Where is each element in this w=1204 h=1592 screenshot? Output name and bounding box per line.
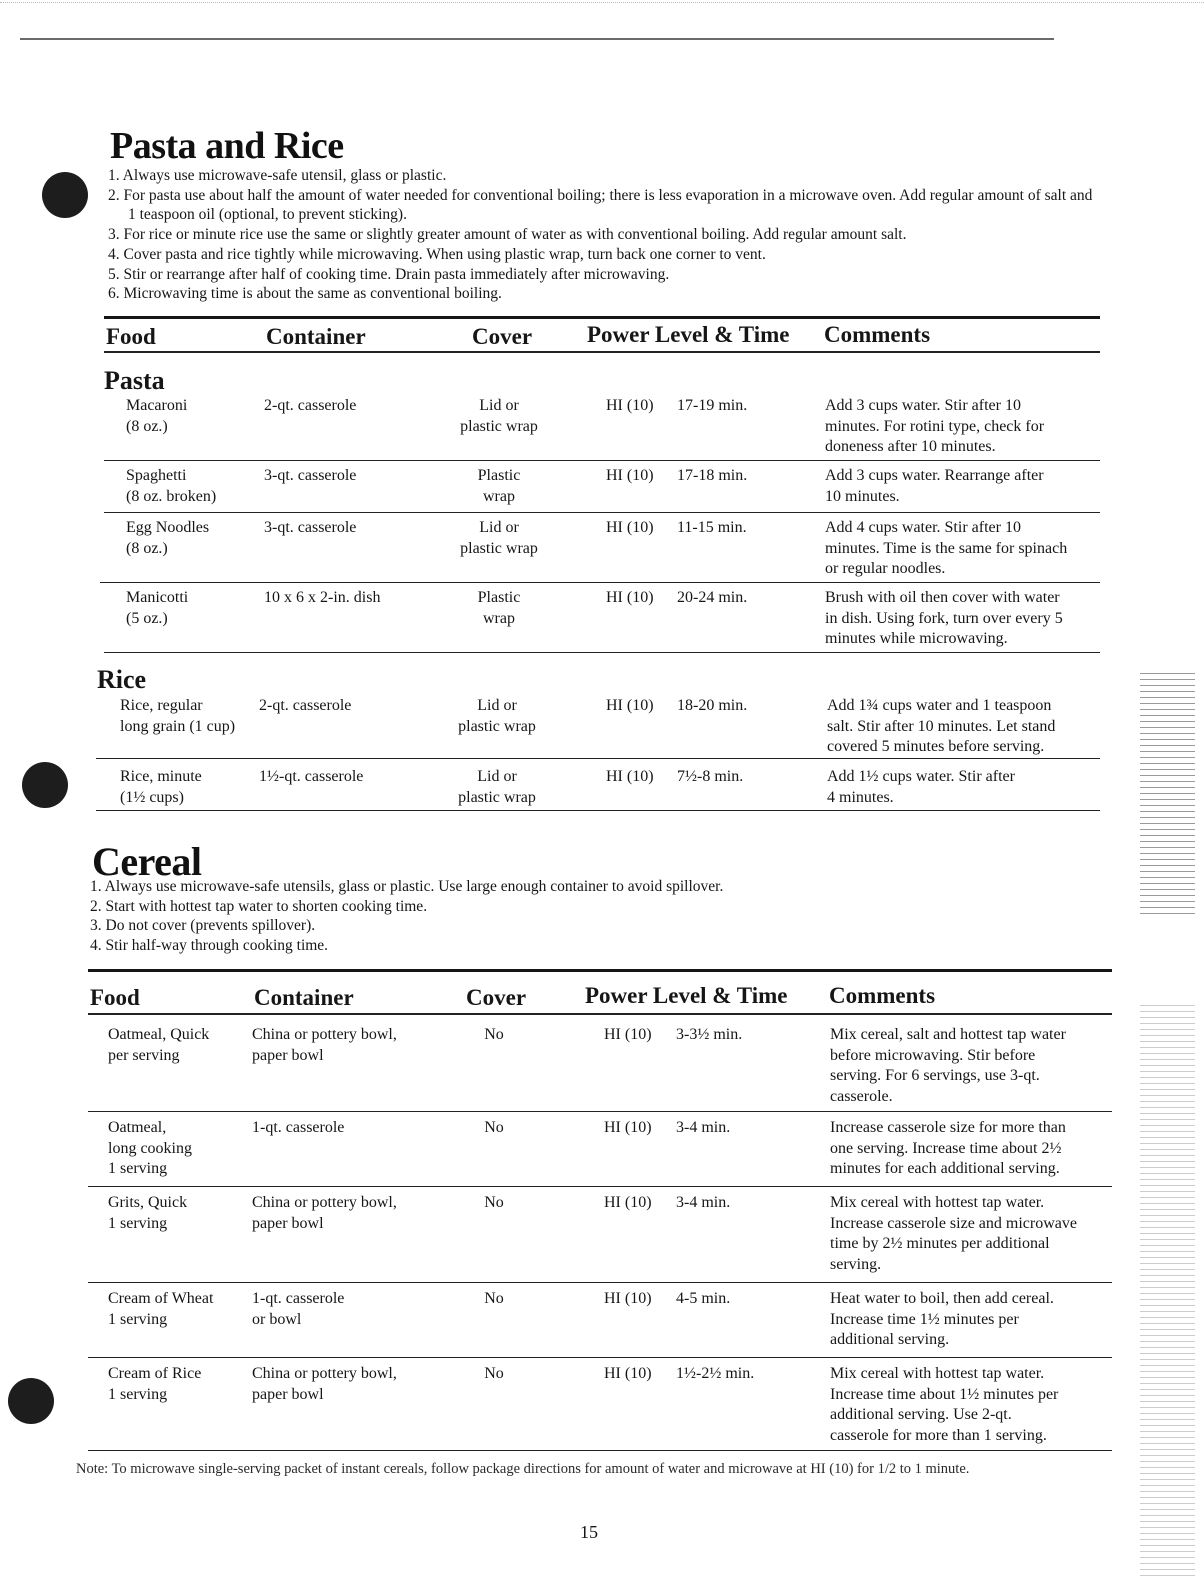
cell-cover: Plastic wrap (477, 589, 521, 627)
cell-cover: No (484, 1194, 504, 1211)
cell-time: 4-5 min. (676, 1290, 731, 1307)
cell-food: Macaroni (8 oz.) (126, 397, 188, 435)
cell-comments: Add 1¾ cups water and 1 teaspoon salt. Stir after 10 minutes. Let stand covered 5 minutes before serving. (827, 697, 1056, 755)
table-top-rule (88, 969, 1112, 972)
row-divider (88, 1450, 1112, 1451)
table-header-rule (104, 351, 1100, 353)
instruction-item: 2. Start with hottest tap water to shorten cooking time. (90, 897, 428, 915)
cell-cover: Lid or plastic wrap (460, 519, 538, 557)
row-divider (96, 758, 1100, 759)
binder-hole (8, 1378, 54, 1424)
instruction-item: 1. Always use microwave-safe utensil, glass or plastic. (108, 167, 447, 184)
instruction-item: 3. Do not cover (prevents spillover). (90, 917, 316, 935)
cell-food: Egg Noodles (8 oz.) (126, 519, 210, 557)
cell-cover: No (484, 1119, 504, 1136)
cell-food: Oatmeal, Quick per serving (108, 1026, 210, 1064)
cereal-instructions (90, 877, 1090, 956)
cell-time: 7½-8 min. (677, 768, 744, 785)
row-divider (96, 810, 1100, 811)
section-title-pasta-rice: Pasta and Rice (110, 125, 344, 167)
cell-comments: Brush with oil then cover with water in dish. Using fork, turn over every 5 minutes while microwaving. (825, 589, 1063, 647)
table-top-rule (104, 316, 1100, 319)
cell-container: China or pottery bowl, paper bowl (252, 1026, 397, 1064)
cell-container: 1-qt. casserole or bowl (252, 1290, 345, 1328)
col-header-container: Container (254, 985, 354, 1010)
cell-comments: Add 4 cups water. Stir after 10 minutes. Time is the same for spinach or regular noodles. (825, 519, 1068, 577)
instruction-item: 4. Stir half-way through cooking time. (90, 937, 329, 955)
cell-food: Rice, minute (1½ cups) (120, 768, 202, 806)
col-header-power: Power Level & Time (585, 983, 788, 1008)
subsection-rice: Rice (97, 665, 147, 694)
cell-time: 17-19 min. (677, 397, 748, 414)
instruction-item: 2. For pasta use about half the amount of water needed for conventional boiling; there is less evaporation in a microwave oven. Add regular amount of salt and 1 teaspoon oil (optional, to prevent sticking). (108, 186, 1093, 224)
cell-cover: Lid or plastic wrap (458, 768, 536, 806)
cell-power-level: HI (10) (604, 1290, 652, 1307)
cell-power-level: HI (10) (604, 1194, 652, 1211)
cell-time: 3-4 min. (676, 1119, 731, 1136)
cell-time: 18-20 min. (677, 697, 748, 714)
cell-comments: Mix cereal, salt and hottest tap water before microwaving. Stir before serving. For 6 servings, use 3-qt. casserole. (830, 1026, 1066, 1105)
cell-power-level: HI (10) (604, 1365, 652, 1382)
cell-time: 11-15 min. (677, 519, 747, 536)
page-number: 15 (580, 1522, 598, 1542)
cell-power-level: HI (10) (606, 467, 654, 484)
col-header-cover: Cover (466, 985, 527, 1010)
cell-cover: Plastic wrap (477, 467, 521, 505)
section-title-cereal: Cereal (92, 839, 202, 884)
binder-hole (42, 172, 88, 218)
cell-food: Oatmeal, long cooking 1 serving (108, 1119, 192, 1177)
pasta-rice-instructions (108, 166, 1103, 304)
instruction-item: 4. Cover pasta and rice tightly while microwaving. When using plastic wrap, turn back one corner to vent. (108, 245, 766, 263)
col-header-food: Food (90, 985, 140, 1010)
instruction-item: 1. Always use microwave-safe utensils, glass or plastic. Use large enough container to avoid spillover. (90, 878, 724, 895)
cell-container: China or pottery bowl, paper bowl (252, 1194, 397, 1232)
cell-container: 1-qt. casserole (252, 1119, 345, 1136)
row-divider (88, 1186, 1112, 1187)
cell-cover: No (484, 1290, 504, 1307)
cell-time: 17-18 min. (677, 467, 748, 484)
footnote: Note: To microwave single-serving packet of instant cereals, follow package directions for amount of water and microwave at HI (10) for 1/2 to 1 minute. (76, 1461, 970, 1477)
instruction-item: 5. Stir or rearrange after half of cooking time. Drain pasta immediately after microwaving. (108, 265, 670, 283)
col-header-power: Power Level & Time (587, 322, 790, 347)
row-divider (104, 652, 1100, 653)
cell-comments: Add 3 cups water. Rearrange after 10 minutes. (825, 467, 1044, 505)
cell-food: Grits, Quick 1 serving (108, 1194, 188, 1232)
cell-container: 2-qt. casserole (264, 397, 357, 414)
cell-cover: No (484, 1365, 504, 1382)
cell-container: 2-qt. casserole (259, 697, 352, 714)
cell-comments: Mix cereal with hottest tap water. Increase casserole size and microwave time by 2½ minutes per additional serving. (830, 1194, 1077, 1273)
cell-power-level: HI (10) (604, 1119, 652, 1136)
cell-container: 3-qt. casserole (264, 519, 357, 536)
cell-cover: No (484, 1026, 504, 1043)
cell-container: 10 x 6 x 2-in. dish (264, 589, 381, 606)
cell-comments: Add 3 cups water. Stir after 10 minutes. For rotini type, check for doneness after 10 minutes. (825, 397, 1045, 455)
cell-comments: Add 1½ cups water. Stir after 4 minutes. (827, 768, 1015, 806)
cell-food: Manicotti (5 oz.) (126, 589, 189, 627)
cell-power-level: HI (10) (604, 1026, 652, 1043)
row-divider (104, 460, 1100, 461)
cell-cover: Lid or plastic wrap (458, 697, 536, 735)
row-divider (100, 582, 1100, 583)
col-header-cover: Cover (472, 324, 533, 349)
col-header-food: Food (106, 324, 156, 349)
cell-power-level: HI (10) (606, 397, 654, 414)
scan-margin-noise (1140, 1000, 1195, 1580)
cell-time: 3-4 min. (676, 1194, 731, 1211)
row-divider (104, 512, 1100, 513)
col-header-container: Container (266, 324, 366, 349)
table-header-rule (88, 1013, 1112, 1015)
cell-container: 1½-qt. casserole (259, 768, 364, 785)
cell-cover: Lid or plastic wrap (460, 397, 538, 435)
row-divider (88, 1357, 1112, 1358)
cell-food: Spaghetti (8 oz. broken) (126, 467, 217, 505)
cell-power-level: HI (10) (606, 768, 654, 785)
subsection-pasta: Pasta (104, 366, 165, 395)
cell-food: Cream of Rice 1 serving (108, 1365, 202, 1403)
cell-comments: Heat water to boil, then add cereal. Increase time 1½ minutes per additional serving. (830, 1290, 1054, 1348)
row-divider (88, 1111, 1112, 1112)
instruction-item: 3. For rice or minute rice use the same or slightly greater amount of water as with conventional boiling. Add regular amount salt. (108, 226, 907, 244)
row-divider (88, 1282, 1112, 1283)
cell-comments: Mix cereal with hottest tap water. Increase time about 1½ minutes per additional serving. Use 2-qt. casserole for more than 1 serving. (830, 1365, 1059, 1444)
cell-food: Cream of Wheat 1 serving (108, 1290, 214, 1328)
binder-hole (22, 762, 68, 808)
cell-comments: Increase casserole size for more than one serving. Increase time about 2½ minutes for each additional serving. (830, 1119, 1066, 1177)
cell-food: Rice, regular long grain (1 cup) (120, 697, 236, 735)
header-rule (20, 38, 1054, 40)
instruction-item: 6. Microwaving time is about the same as conventional boiling. (108, 285, 502, 303)
cell-container: 3-qt. casserole (264, 467, 357, 484)
cell-time: 20-24 min. (677, 589, 748, 606)
cell-container: China or pottery bowl, paper bowl (252, 1365, 397, 1403)
cell-power-level: HI (10) (606, 589, 654, 606)
scan-artifact-line (0, 2, 1204, 3)
cell-time: 1½-2½ min. (676, 1365, 755, 1382)
cell-power-level: HI (10) (606, 519, 654, 536)
col-header-comments: Comments (829, 983, 936, 1008)
scan-margin-noise (1140, 668, 1195, 918)
cell-power-level: HI (10) (606, 697, 654, 714)
cell-time: 3-3½ min. (676, 1026, 743, 1043)
col-header-comments: Comments (824, 322, 931, 347)
